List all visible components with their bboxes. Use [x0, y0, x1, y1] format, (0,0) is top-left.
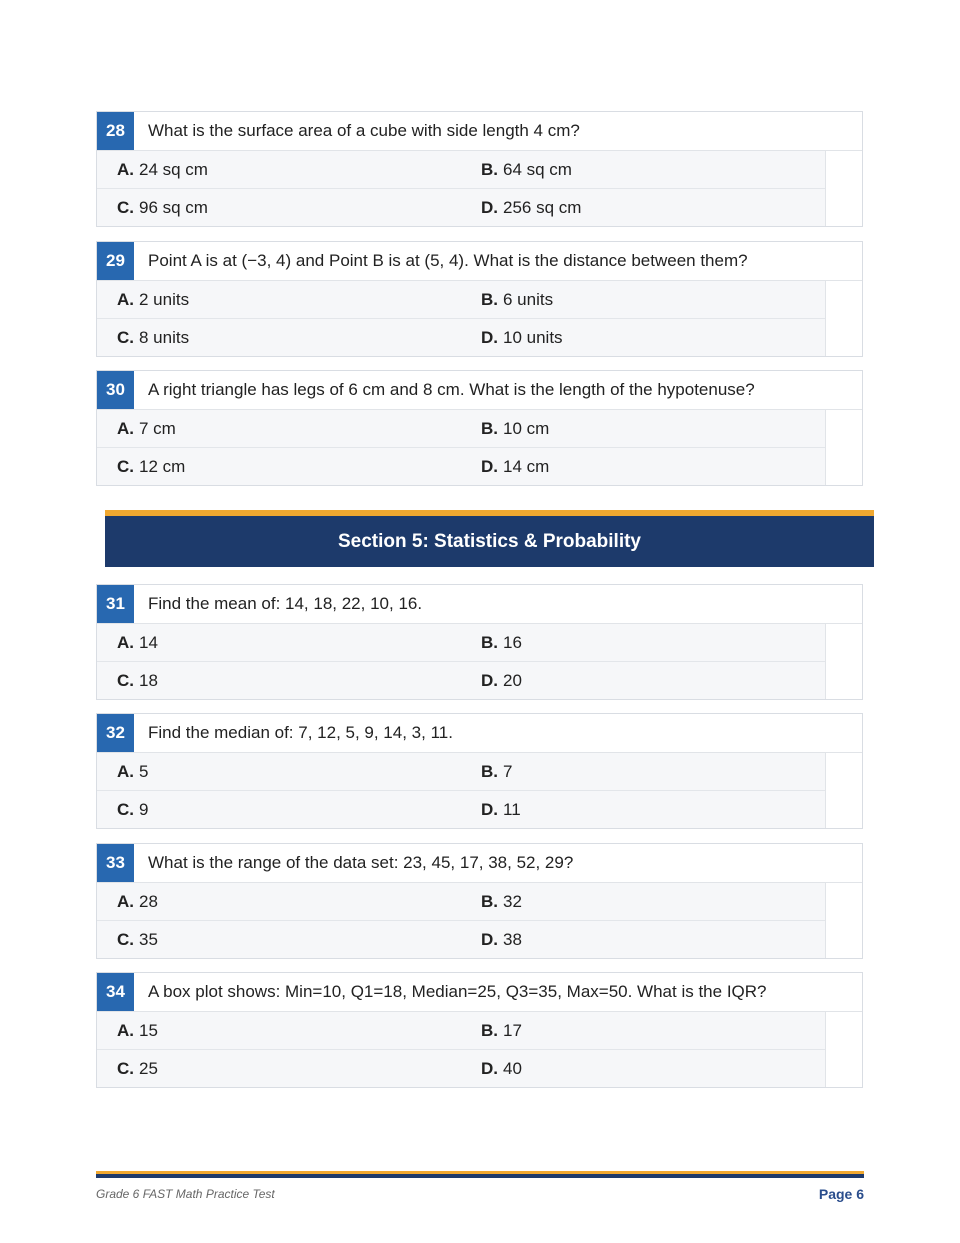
options-grid: [97, 1012, 826, 1087]
option-b[interactable]: B. 32: [481, 891, 522, 911]
question-header: [97, 585, 862, 624]
option-b[interactable]: B. 6 units: [481, 289, 554, 309]
question-text: What is the range of the data set: 23, 45, 17, 38, 52, 29?: [148, 853, 574, 872]
question-header: [97, 844, 862, 883]
options-grid: [97, 753, 826, 828]
question-30: [96, 370, 863, 486]
question-text: What is the surface area of a cube with side length 4 cm?: [148, 121, 580, 140]
question-number: 33: [97, 844, 134, 882]
option-a[interactable]: A. 5: [117, 761, 149, 781]
option-c[interactable]: C. 35: [117, 929, 158, 949]
question-29: [96, 241, 863, 357]
option-d[interactable]: D. 38: [481, 929, 522, 949]
question-33: [96, 843, 863, 959]
options-grid: [97, 883, 826, 958]
question-number: 32: [97, 714, 134, 752]
options-grid: [97, 410, 826, 485]
page-number: Page 6: [818, 1186, 864, 1202]
option-d[interactable]: D. 40: [481, 1058, 522, 1078]
option-d[interactable]: D. 20: [481, 670, 522, 690]
section-title: Section 5: Statistics & Probability: [337, 530, 642, 552]
question-number: 29: [97, 242, 134, 280]
question-text: Find the mean of: 14, 18, 22, 10, 16.: [148, 594, 423, 613]
footer-divider: [96, 1171, 864, 1178]
option-a[interactable]: A. 2 units: [117, 289, 190, 309]
option-d[interactable]: D. 11: [481, 799, 521, 819]
options-grid: [97, 281, 826, 356]
question-number: 28: [97, 112, 134, 150]
option-a[interactable]: A. 24 sq cm: [117, 159, 208, 179]
option-b[interactable]: B. 7: [481, 761, 513, 781]
question-32: [96, 713, 863, 829]
option-c[interactable]: C. 18: [117, 670, 158, 690]
option-d[interactable]: D. 10 units: [481, 327, 563, 347]
options-grid: [97, 151, 826, 226]
option-b[interactable]: B. 64 sq cm: [481, 159, 572, 179]
footer-doc-title: Grade 6 FAST Math Practice Test: [96, 1187, 275, 1201]
option-b[interactable]: B. 17: [481, 1020, 522, 1040]
option-c[interactable]: C. 96 sq cm: [117, 197, 208, 217]
option-b[interactable]: B. 16: [481, 632, 522, 652]
question-text: A box plot shows: Min=10, Q1=18, Median=25, Q3=35, Max=50. What is the IQR?: [148, 982, 767, 1001]
section-banner: [105, 510, 874, 567]
question-header: [97, 112, 862, 151]
question-31: [96, 584, 863, 700]
option-b[interactable]: B. 10 cm: [481, 418, 550, 438]
question-34: [96, 972, 863, 1088]
option-d[interactable]: D. 14 cm: [481, 456, 550, 476]
question-header: [97, 973, 862, 1012]
question-28: [96, 111, 863, 227]
option-a[interactable]: A. 28: [117, 891, 158, 911]
option-a[interactable]: A. 14: [117, 632, 158, 652]
question-number: 30: [97, 371, 134, 409]
option-c[interactable]: C. 12 cm: [117, 456, 186, 476]
question-text: Find the median of: 7, 12, 5, 9, 14, 3, 11.: [148, 723, 453, 742]
question-header: [97, 714, 862, 753]
question-number: 34: [97, 973, 134, 1011]
question-text: Point A is at (−3, 4) and Point B is at (5, 4). What is the distance between them?: [148, 251, 748, 270]
question-number: 31: [97, 585, 134, 623]
question-header: [97, 371, 862, 410]
question-text: A right triangle has legs of 6 cm and 8 cm. What is the length of the hypotenuse?: [148, 380, 755, 399]
question-header: [97, 242, 862, 281]
options-grid: [97, 624, 826, 699]
option-c[interactable]: C. 8 units: [117, 327, 190, 347]
option-a[interactable]: A. 15: [117, 1020, 158, 1040]
option-d[interactable]: D. 256 sq cm: [481, 197, 582, 217]
option-c[interactable]: C. 25: [117, 1058, 158, 1078]
option-a[interactable]: A. 7 cm: [117, 418, 176, 438]
option-c[interactable]: C. 9: [117, 799, 149, 819]
